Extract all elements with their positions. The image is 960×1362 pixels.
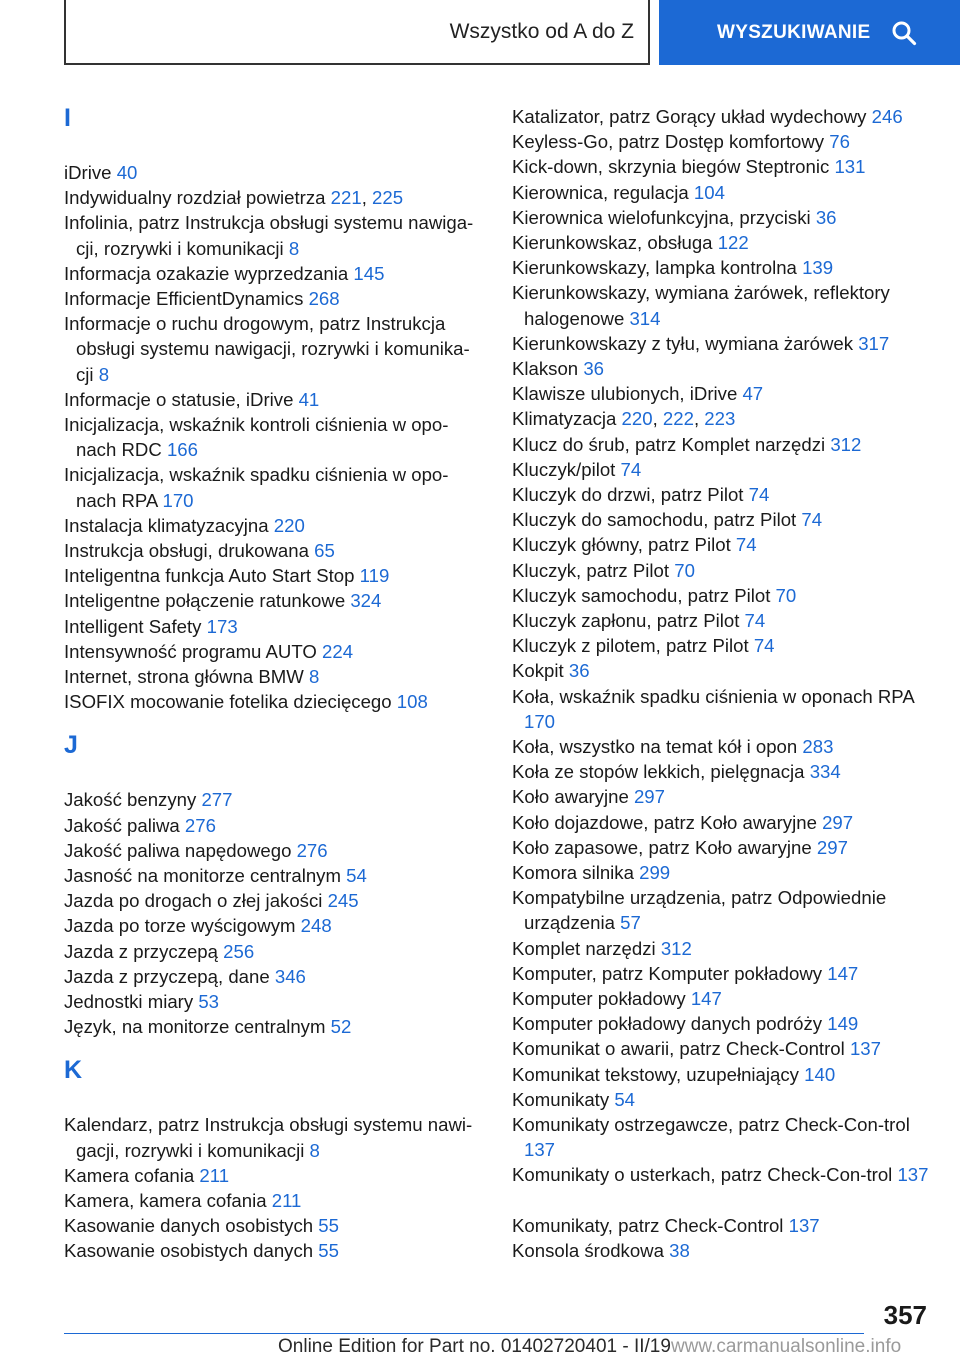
index-entry (512, 255, 930, 280)
page-link[interactable]: 224 (322, 640, 354, 662)
index-entry (512, 507, 930, 532)
index-entry (64, 813, 482, 838)
page-link[interactable]: 225 (372, 187, 404, 209)
index-entry (64, 387, 482, 412)
index-entry (512, 1162, 930, 1187)
index-entry (64, 939, 482, 964)
index-entry-text: Infolinia, patrz Instrukcja obsługi systemu nawiga-cji, rozrywki i komunikacji (64, 212, 474, 259)
page-link[interactable]: 53 (198, 991, 220, 1012)
index-entry-text: Kierunkowskazy, lampka kontrolna (512, 257, 797, 279)
index-entry (512, 482, 930, 507)
index-entry-text: Komora silnika (512, 862, 634, 883)
index-entry-text: Kluczyk do samochodu, patrz Pilot (512, 509, 797, 531)
page-separator: , (693, 408, 705, 430)
page-link[interactable]: 131 (834, 156, 866, 178)
page-link[interactable]: 256 (223, 940, 255, 962)
index-entry-text: Katalizator, patrz Gorący układ wydechowy (512, 106, 867, 127)
page-link[interactable]: 36 (815, 206, 837, 228)
index-entry (512, 961, 930, 986)
tab-a-to-z-label: Wszystko od A do Z (449, 19, 634, 43)
index-entry (512, 1087, 930, 1112)
index-entry (512, 633, 930, 658)
index-entry-text: Komplet narzędzi (512, 937, 656, 959)
index-entry (512, 885, 930, 935)
index-entry-text: Koło dojazdowe, patrz Koło awaryjne (512, 811, 817, 833)
index-entry-text: Jazda po torze wyścigowym (64, 915, 296, 937)
page-link[interactable]: 277 (201, 789, 233, 811)
index-entry (64, 787, 482, 812)
index-entry-text: Jakość benzyny (64, 789, 197, 811)
index-entry-text: Kick-down, skrzynia biegów Steptronic (512, 156, 830, 178)
page-link[interactable]: 41 (298, 388, 320, 410)
index-entry-text: iDrive (64, 162, 112, 183)
page-link[interactable]: 297 (822, 811, 854, 833)
index-entry (64, 1188, 482, 1213)
search-icon (891, 20, 917, 46)
page-link[interactable]: 220 (621, 408, 653, 430)
index-entry-text: Komunikat tekstowy, uzupełniający (512, 1063, 799, 1085)
index-entry-text: Informacja ozakazie wyprzedzania (64, 262, 349, 284)
index-entry (64, 311, 482, 387)
index-entry-text: Kluczyk z pilotem, patrz Pilot (512, 635, 749, 657)
section-letter: J (64, 731, 78, 760)
index-entry (512, 1112, 930, 1162)
page-link[interactable]: 145 (353, 262, 385, 284)
index-entry-text: Instrukcja obsługi, drukowana (64, 540, 309, 561)
index-entry-text: Kluczyk samochodu, patrz Pilot (512, 584, 771, 606)
page-link[interactable]: 8 (288, 237, 300, 259)
index-entry (512, 331, 930, 356)
page-link[interactable]: 173 (206, 615, 238, 637)
index-entry (64, 261, 482, 286)
index-entry-text: Kamera, kamera cofania (64, 1190, 267, 1211)
page-link[interactable]: 276 (184, 814, 216, 836)
index-entry (64, 185, 482, 210)
index-entry (512, 784, 930, 809)
index-entry (512, 860, 930, 885)
index-entry (512, 205, 930, 230)
page-link[interactable]: 119 (359, 565, 390, 587)
index-entry-text: Kluczyk/pilot (512, 458, 616, 480)
index-entry-text: Kompatybilne urządzenia, patrz Odpowiednie urządzenia (512, 887, 887, 934)
index-entry (512, 280, 930, 330)
page-link[interactable]: 122 (717, 232, 749, 253)
index-entry (512, 1011, 930, 1036)
index-entry-text: Inicjalizacja, wskaźnik spadku ciśnienia w opo-nach RPA (64, 464, 449, 511)
page-link[interactable]: 222 (662, 408, 694, 430)
page-link[interactable]: 8 (308, 666, 320, 687)
index-entry (64, 1213, 482, 1238)
index-entry (512, 1238, 930, 1263)
index-entry (512, 356, 930, 381)
index-entry (64, 1163, 482, 1188)
page-link[interactable]: 54 (614, 1088, 636, 1110)
page-link[interactable]: 52 (330, 1016, 352, 1038)
index-entry-text: Komunikaty ostrzegawcze, patrz Check-Con-trol (512, 1114, 910, 1135)
page-link[interactable]: 36 (568, 660, 590, 682)
page-link[interactable]: 346 (274, 965, 306, 987)
page-link[interactable]: 65 (314, 540, 335, 561)
index-entry (64, 588, 482, 613)
page-link[interactable]: 36 (583, 358, 605, 379)
index-entry (512, 406, 930, 431)
index-entry-text: Kasowanie danych osobistych (64, 1215, 314, 1237)
page-link[interactable]: 8 (98, 363, 110, 385)
footer-edition: Online Edition for Part no. 01402720401 - II/19 (278, 1336, 671, 1357)
index-entry (64, 210, 482, 260)
page-link[interactable]: 312 (830, 433, 862, 455)
page-link[interactable]: 248 (300, 915, 332, 937)
page-link[interactable]: 38 (669, 1240, 690, 1261)
index-entry (64, 160, 482, 185)
page-link[interactable]: 57 (620, 912, 641, 934)
index-entry (512, 432, 930, 457)
index-entry (64, 664, 482, 689)
page-link[interactable]: 147 (827, 962, 859, 984)
page-link[interactable]: 299 (639, 862, 671, 883)
index-entry (512, 583, 930, 608)
page-link[interactable]: 137 (897, 1164, 929, 1186)
index-entry-text: Koła ze stopów lekkich, pielęgnacja (512, 761, 805, 783)
index-entry (64, 1238, 482, 1263)
index-entry (64, 888, 482, 913)
index-entry (64, 689, 482, 714)
page-link[interactable]: 268 (308, 288, 340, 309)
index-entry (64, 412, 482, 462)
page-link[interactable]: 166 (166, 439, 198, 461)
page-link[interactable]: 137 (849, 1038, 881, 1060)
index-entry-text: Kamera cofania (64, 1164, 195, 1186)
index-entry-text: Klawisze ulubionych, iDrive (512, 383, 738, 405)
index-entry-text: Kierunkowskazy z tyłu, wymiana żarówek (512, 332, 854, 354)
page-link[interactable]: 70 (775, 584, 797, 606)
index-entry (512, 1036, 930, 1061)
index-entry-text: Komunikaty o usterkach, patrz Check-Con-trol (512, 1164, 893, 1186)
page-link[interactable]: 70 (674, 559, 695, 581)
page-link[interactable]: 170 (524, 710, 556, 732)
index-entry-text: Koło awaryjne (512, 786, 629, 808)
index-entry (64, 863, 482, 888)
index-entry-text: Koła, wskaźnik spadku ciśnienia w oponach RPA (512, 685, 914, 707)
index-entry-text: Język, na monitorze centralnym (64, 1016, 326, 1038)
index-entry-text: Kluczyk główny, patrz Pilot (512, 534, 731, 556)
page-link[interactable]: 74 (735, 534, 757, 556)
page-link[interactable]: 314 (629, 307, 661, 329)
index-entry (64, 639, 482, 664)
index-entry-text: Komputer, patrz Komputer pokładowy (512, 962, 823, 984)
page-link[interactable]: 317 (858, 332, 890, 354)
page-link[interactable]: 40 (116, 162, 138, 183)
tab-search[interactable] (659, 0, 960, 65)
index-entry (64, 1014, 482, 1039)
page-link[interactable]: 137 (524, 1139, 556, 1161)
page-link[interactable]: 211 (271, 1190, 302, 1211)
index-entry (64, 1112, 482, 1162)
page-link[interactable]: 74 (744, 610, 766, 631)
page-link[interactable]: 211 (199, 1164, 230, 1186)
page-link[interactable]: 74 (620, 458, 642, 480)
tab-search-label: WYSZUKIWANIE (717, 21, 871, 43)
index-entry-text: Komunikaty, patrz Check-Control (512, 1214, 784, 1236)
index-entry (512, 104, 930, 129)
page-separator: , (652, 408, 663, 430)
index-entry (512, 1213, 930, 1238)
index-entry-text: Jasność na monitorze centralnym (64, 865, 341, 886)
index-entry (512, 532, 930, 557)
page-link[interactable]: 246 (871, 106, 903, 127)
page-link[interactable]: 221 (330, 187, 362, 209)
index-entry-text: Jazda z przyczepą, dane (64, 965, 270, 987)
index-entry-text: Klucz do śrub, patrz Komplet narzędzi (512, 433, 826, 455)
page-separator: , (361, 187, 373, 209)
index-entry (64, 989, 482, 1014)
footer (278, 1336, 901, 1358)
index-entry-text: Jazda po drogach o złej jakości (64, 890, 323, 912)
page-link[interactable]: 312 (660, 937, 692, 959)
index-entry (512, 1062, 930, 1087)
index-entry-text: Inteligentne połączenie ratunkowe (64, 590, 346, 612)
page-link[interactable]: 297 (816, 836, 848, 858)
page-link[interactable]: 139 (802, 257, 834, 279)
index-entry (512, 457, 930, 482)
index-entry (512, 835, 930, 860)
index-entry (64, 964, 482, 989)
index-entry-text: ISOFIX mocowanie fotelika dziecięcego (64, 691, 392, 713)
index-entry (64, 286, 482, 311)
index-entry (512, 759, 930, 784)
page-link[interactable]: 74 (801, 509, 823, 531)
index-entry-text: Informacje EfficientDynamics (64, 288, 304, 309)
section-letter: K (64, 1056, 83, 1085)
page-link[interactable]: 297 (633, 786, 665, 808)
index-entry-text: Kluczyk zapłonu, patrz Pilot (512, 610, 740, 631)
index-entry-text: Kokpit (512, 660, 564, 682)
page-link[interactable]: 54 (346, 865, 367, 886)
page-link[interactable]: 55 (318, 1215, 339, 1237)
index-entry-text: Koło zapasowe, patrz Koło awaryjne (512, 836, 812, 858)
index-entry-text: Indywidualny rozdział powietrza (64, 187, 326, 209)
index-entry-text: Keyless-Go, patrz Dostęp komfortowy (512, 131, 825, 153)
section-letter: I (64, 104, 71, 132)
index-entry (64, 462, 482, 512)
index-entry (512, 936, 930, 961)
index-entry (64, 614, 482, 639)
page-link[interactable]: 147 (690, 988, 722, 1009)
page-number: 357 (883, 1300, 927, 1330)
page-link[interactable]: 223 (704, 408, 736, 430)
index-entry (512, 230, 930, 255)
index-entry-text: Kierownica, regulacja (512, 181, 689, 203)
index-entry-text: Informacje o statusie, iDrive (64, 388, 294, 410)
index-entry (512, 558, 930, 583)
index-entry (512, 734, 930, 759)
index-entry-text: Kalendarz, patrz Instrukcja obsługi systemu nawi-gacji, rozrywki i komunikacji (64, 1114, 473, 1161)
index-entry-text: Instalacja klimatyzacyjna (64, 514, 269, 536)
index-entry (64, 563, 482, 588)
page-link[interactable]: 283 (802, 736, 834, 757)
page-link[interactable]: 108 (396, 691, 428, 713)
index-entry-text: Intelligent Safety (64, 615, 202, 637)
index-entry-text: Kierunkowskaz, obsługa (512, 232, 713, 253)
page-link[interactable]: 245 (327, 890, 359, 912)
index-entry (64, 538, 482, 563)
index-entry (512, 608, 930, 633)
index-entry (512, 658, 930, 683)
index-entry-text: Jednostki miary (64, 991, 194, 1012)
index-entry (64, 513, 482, 538)
footer-divider (64, 1333, 864, 1334)
index-entry-text: Komunikat o awarii, patrz Check-Control (512, 1038, 845, 1060)
page-link[interactable]: 8 (309, 1139, 320, 1161)
footer-watermark: www.carmanualsonline.info (670, 1336, 902, 1357)
page-link[interactable]: 170 (162, 489, 194, 511)
index-entry-text: Kluczyk, patrz Pilot (512, 559, 670, 581)
index-entry-text: Intensywność programu AUTO (64, 640, 317, 662)
index-entry (512, 180, 930, 205)
index-entry (512, 684, 930, 734)
index-entry (64, 913, 482, 938)
page-link[interactable]: 76 (829, 131, 850, 153)
index-entry (512, 810, 930, 835)
index-entry-text: Koła, wszystko na temat kół i opon (512, 736, 798, 757)
index-entry-text: Informacje o ruchu drogowym, patrz Instrukcja obsługi systemu nawigacji, rozrywki i komunika-cji (64, 313, 470, 385)
page-link[interactable]: 47 (742, 383, 764, 405)
page-link[interactable]: 276 (296, 839, 328, 861)
index-entry-text: Konsola środkowa (512, 1240, 664, 1261)
index-entry-text: Jakość paliwa (64, 814, 180, 836)
index-entry-text: Kierownica wielofunkcyjna, przyciski (512, 206, 811, 228)
index-entry (512, 381, 930, 406)
index-entry-text: Komputer pokładowy (512, 988, 686, 1009)
page-link[interactable]: 55 (318, 1240, 339, 1262)
index-entry-text: Komunikaty (512, 1088, 610, 1110)
page-link[interactable]: 104 (693, 181, 725, 203)
index-entry-text: Kierunkowskazy, wymiana żarówek, reflektory halogenowe (512, 282, 890, 329)
page-link[interactable]: 74 (748, 484, 770, 505)
index-entry-text: Kluczyk do drzwi, patrz Pilot (512, 484, 744, 505)
index-entry-text: Inicjalizacja, wskaźnik kontroli ciśnienia w opo-nach RDC (64, 414, 449, 461)
page-link[interactable]: 74 (753, 635, 775, 657)
page-link[interactable]: 324 (350, 590, 382, 612)
index-entry-text: Klakson (512, 358, 579, 379)
page-link[interactable]: 137 (788, 1214, 820, 1236)
page-link[interactable]: 220 (273, 514, 305, 536)
index-entry (512, 129, 930, 154)
index-entry-text: Jakość paliwa napędowego (64, 839, 292, 861)
index-entry-text: Jazda z przyczepą (64, 940, 218, 962)
index-entry-text: Komputer pokładowy danych podróży (512, 1013, 823, 1035)
page-link[interactable]: 334 (809, 761, 841, 783)
index-entry-text: Inteligentna funkcja Auto Start Stop (64, 565, 355, 587)
index-entry-text: Internet, strona główna BMW (64, 666, 304, 687)
index-entry-text: Kasowanie osobistych danych (64, 1240, 314, 1262)
index-entry (512, 986, 930, 1011)
top-bar (0, 0, 960, 68)
index-entry (512, 154, 930, 179)
index-entry (64, 838, 482, 863)
tab-a-to-z[interactable] (64, 0, 650, 65)
index-entry-text: Klimatyzacja (512, 408, 617, 430)
page-link[interactable]: 140 (804, 1063, 836, 1085)
page-link[interactable]: 149 (827, 1013, 859, 1035)
